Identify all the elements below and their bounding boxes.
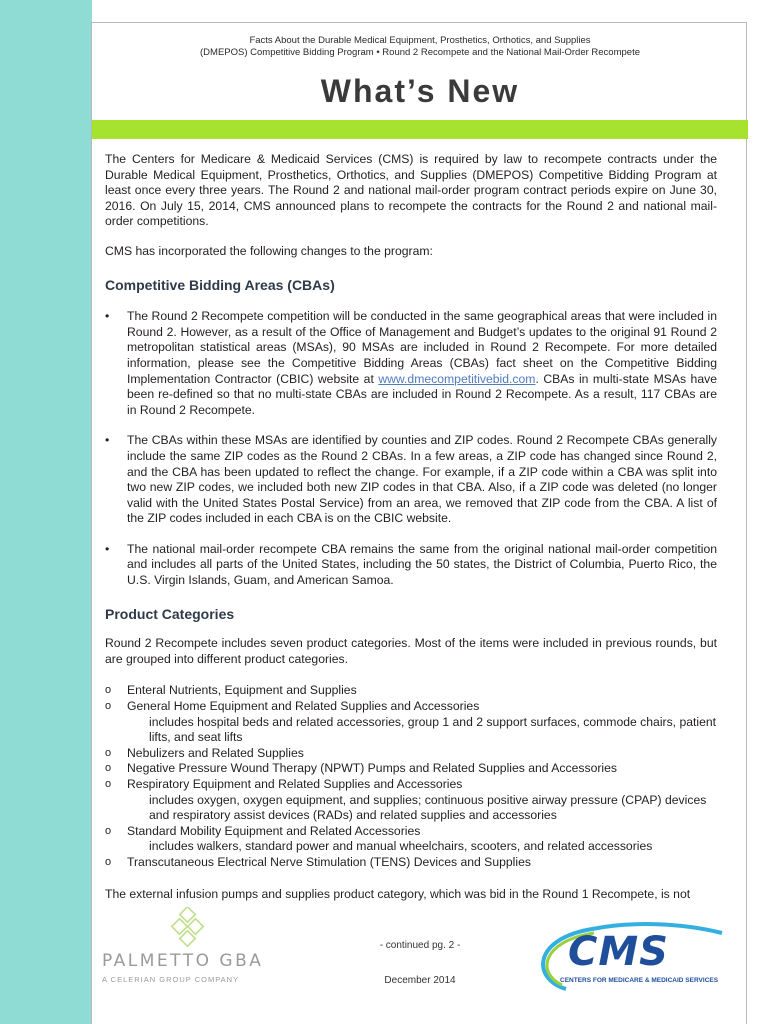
- category-label: Negative Pressure Wound Therapy (NPWT) Pumps and Related Supplies and Accessories: [127, 761, 617, 776]
- cba-bullet-2: [105, 433, 717, 527]
- intro-paragraph: The Centers for Medicare & Medicaid Services (CMS) is required by law to recompete contracts under the Durable Medical Equipment, Prosthetics, Orthotics, and Supplies (DMEPOS) Competitive Bidding Program at least once every three years. The Round 2 and national mail-order program contract periods expire on June 30, 2016. On July 15, 2014, CMS announced plans to recompete the contracts for the Round 2 and national mail-order competitions.: [105, 152, 717, 229]
- left-teal-band: [0, 0, 92, 1024]
- category-item: [105, 683, 717, 699]
- cms-full-name: CENTERS FOR MEDICARE & MEDICAID SERVICES: [560, 977, 719, 984]
- category-item: [105, 746, 717, 762]
- category-label: Respiratory Equipment and Related Supplies and Accessories: [127, 777, 463, 791]
- product-categories-heading: Product Categories: [105, 605, 235, 622]
- cba-heading: Competitive Bidding Areas (CBAs): [105, 276, 335, 293]
- changes-intro: CMS has incorporated the following changes to the program:: [105, 243, 433, 258]
- product-categories-intro: Round 2 Recompete includes seven product categories. Most of the items were included in previous rounds, but are grouped into different product categories.: [105, 636, 717, 666]
- cba-bullet-2-text: The CBAs within these MSAs are identified by counties and ZIP codes. Round 2 Recompete CBAs generally include the same ZIP codes as the Round 2 CBAs. In a few areas, a ZIP code has changed since Round 2, and the CBA has been updated to reflect the change. For example, if a ZIP code within a CBA was split into two new ZIP codes, we included both new ZIP codes in that CBA. Also, if a ZIP code was deleted (no longer valid with the United States Postal Service) from an area, we removed that ZIP code from the CBA. A list of the ZIP codes included in each CBA is on the CBIC website.: [127, 433, 717, 526]
- category-item: [105, 777, 717, 824]
- cba-bullet-3: [105, 542, 717, 589]
- product-category-list: [105, 683, 717, 870]
- closing-paragraph: The external infusion pumps and supplies product category, which was bid in the Round 1 Recompete, is not: [105, 886, 691, 901]
- category-label: Transcutaneous Electrical Nerve Stimulation (TENS) Devices and Supplies: [127, 854, 531, 869]
- bullet-marker: •: [105, 433, 110, 448]
- bullet-marker: •: [105, 309, 110, 324]
- list-marker: o: [105, 746, 112, 759]
- category-item: [105, 761, 717, 777]
- list-marker: o: [105, 855, 112, 868]
- category-item: [105, 855, 717, 871]
- palmetto-tagline: A CELERIAN GROUP COMPANY: [102, 975, 240, 984]
- header-line-2: (DMEPOS) Competitive Bidding Program • Round 2 Recompete and the National Mail-Order Recompete: [200, 47, 640, 58]
- list-marker: o: [105, 778, 112, 790]
- category-label: Enteral Nutrients, Equipment and Supplies: [127, 683, 357, 698]
- category-label: Standard Mobility Equipment and Related Accessories: [127, 823, 421, 838]
- category-label: Nebulizers and Related Supplies: [127, 745, 304, 760]
- cba-bullet-1-text-a: The Round 2 Recompete competition will be conducted in the same geographical areas that were included in Round 2. However, as a result of the Office of Management and Budget’s updates to the original 91 Round 2 metropolitan statistical areas (MSAs), 90 MSAs are included in Round 2 Recompete. For more detailed information, please see the Competitive Bidding Areas (CBAs) fact sheet on the Competitive Bidding Implementation Contractor (CBIC) website at: [127, 309, 717, 386]
- category-item: [105, 699, 717, 746]
- page-title: What’s New: [320, 73, 520, 109]
- category-description: includes walkers, standard power and manual wheelchairs, scooters, and related accessories: [149, 839, 653, 854]
- cms-letters: CMS: [568, 929, 669, 975]
- list-marker: o: [105, 684, 112, 697]
- list-marker: o: [105, 762, 112, 775]
- bullet-marker: •: [105, 541, 110, 556]
- cba-bullet-3-text: The national mail-order recompete CBA remains the same from the original national mail-order competition and includes all parts of the United States, including the 50 states, the District of Columbia, Puerto Rico, the U.S. Virgin Islands, Guam, and American Samoa.: [127, 541, 717, 588]
- cba-bullet-1-text-b: . CBAs in multi-state MSAs have been re-defined so that no multi-state CBAs are included in Round 2 Recompete. As a result, 117 CBAs are in Round 2 Recompete.: [127, 371, 717, 417]
- cba-bullet-1: [105, 309, 717, 418]
- category-description: includes oxygen, oxygen equipment, and supplies; continuous positive airway pressure (CPAP) devices and respiratory assist devices (RADs) and related supplies and accessories: [149, 792, 707, 823]
- list-marker: o: [105, 700, 112, 713]
- category-label: General Home Equipment and Related Supplies and Accessories: [127, 699, 480, 714]
- header-line-1: Facts About the Durable Medical Equipment, Prosthetics, Orthotics, and Supplies: [249, 35, 591, 46]
- category-item: [105, 824, 717, 855]
- continued-note: - continued pg. 2 -: [379, 940, 461, 951]
- cba-bullet-list: [105, 309, 717, 589]
- cms-logo: [522, 919, 742, 999]
- category-description: includes hospital beds and related accessories, group 1 and 2 support surfaces, commode chairs, patient lifts, and seat lifts: [149, 714, 717, 745]
- issue-date: December 2014: [384, 975, 456, 986]
- main-content: [105, 152, 717, 902]
- cbic-website-link[interactable]: www.dmecompetitivebid.com: [378, 371, 536, 386]
- list-marker: o: [105, 824, 112, 837]
- document-page: [91, 22, 747, 1024]
- palmetto-name: PALMETTO GBA: [102, 951, 264, 971]
- title-green-bar: [92, 120, 748, 139]
